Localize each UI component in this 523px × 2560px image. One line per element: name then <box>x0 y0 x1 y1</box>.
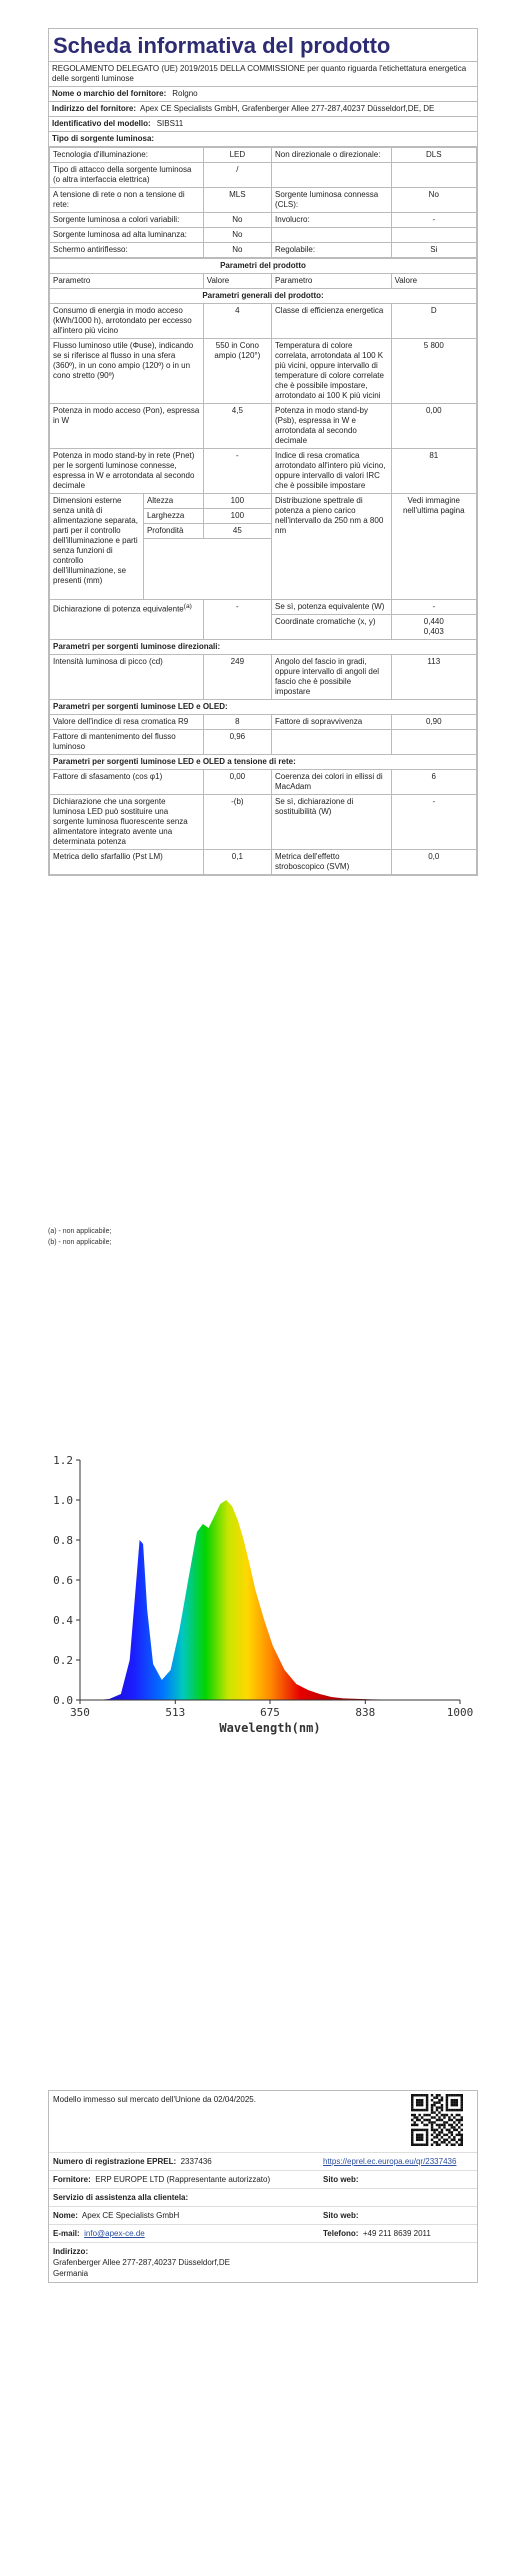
param-value: LED <box>203 148 271 163</box>
param-label: Temperatura di colore correlata, arrotondata al 100 K più vicini, oppure intervallo di temperature di colore correlate che è possibile impostare, arrotondato ai 100 K più vicini <box>272 339 392 404</box>
col-param-1: Parametro <box>50 274 204 289</box>
param-value: MLS <box>203 188 271 213</box>
service-heading: Servizio di assistenza alla clientela: <box>53 2193 189 2202</box>
param-value: 4 <box>203 304 271 339</box>
param-label: Valore dell'indice di resa cromatica R9 <box>50 715 204 730</box>
dim-value: 100 <box>203 509 271 524</box>
supplier-value: ERP EUROPE LTD (Rappresentante autorizzato) <box>95 2175 271 2184</box>
x-axis-label: Wavelength(nm) <box>219 1721 321 1735</box>
param-value: 5 800 <box>391 339 476 404</box>
param-label: Fattore di sopravvivenza <box>272 715 392 730</box>
param-value: 8 <box>203 715 271 730</box>
param-value: 0,0 <box>391 850 476 875</box>
param-value: - <box>391 213 476 228</box>
page-title: Scheda informativa del prodotto <box>49 29 477 62</box>
x-tick-label: 675 <box>260 1706 280 1719</box>
name-value: Apex CE Specialists GmbH <box>81 2211 180 2220</box>
param-label: Flusso luminoso utile (Φuse), indicando se si riferisce al flusso in una sfera (360º), in un cono ampio (120º) o in un cono stretto (90º) <box>50 339 204 404</box>
x-tick-label: 513 <box>165 1706 186 1719</box>
param-value: DLS <box>391 148 476 163</box>
chroma-y: 0,403 <box>423 627 444 636</box>
footnote-a: (a) - non applicabile; <box>48 1228 112 1235</box>
param-value: 0,00 <box>203 770 271 795</box>
param-value: No <box>203 228 271 243</box>
eprel-value: 2337436 <box>180 2157 212 2166</box>
chroma-label: Coordinate cromatiche (x, y) <box>272 615 392 640</box>
y-tick-label: 1.2 <box>53 1454 73 1467</box>
y-tick-label: 0.2 <box>53 1654 73 1667</box>
dim-label: Larghezza <box>143 509 203 524</box>
model-label: Identificativo del modello: <box>52 119 151 128</box>
param-value: No <box>203 243 271 258</box>
y-tick-label: 0.4 <box>53 1614 73 1627</box>
x-tick-label: 1000 <box>446 1706 474 1719</box>
param-label: Sorgente luminosa connessa (CLS): <box>272 188 392 213</box>
param-label <box>272 228 392 243</box>
param-label: Indice di resa cromatica arrotondato all'intero più vicino, oppure intervallo di valori IRC che è possibile impostare <box>272 449 392 494</box>
table-row <box>50 188 477 213</box>
email-link[interactable]: info@apex-ce.de <box>84 2229 145 2238</box>
param-label: Classe di efficienza energetica <box>272 304 392 339</box>
param-value: / <box>203 163 271 188</box>
footer-box <box>48 2090 478 2283</box>
equiv-w-label: Se sì, potenza equivalente (W) <box>272 600 392 615</box>
table-row <box>50 449 477 494</box>
param-value: 6 <box>391 770 476 795</box>
table-row <box>50 795 477 850</box>
param-value <box>391 228 476 243</box>
table-row <box>50 850 477 875</box>
param-value: No <box>391 188 476 213</box>
dim-value: 100 <box>203 494 271 509</box>
param-value: 81 <box>391 449 476 494</box>
phone-value: +49 211 8639 2011 <box>362 2229 431 2238</box>
address-value: Apex CE Specialists GmbH, Grafenberger Allee 277-287,40237 Düsseldorf,DE, DE <box>140 104 435 113</box>
dim-value: 45 <box>203 524 271 539</box>
param-value <box>391 730 476 755</box>
param-label: Regolabile: <box>272 243 392 258</box>
param-value: 0,00 <box>391 404 476 449</box>
param-label: Consumo di energia in modo acceso (kWh/1000 h), arrotondato per eccesso all'intero più vicino <box>50 304 204 339</box>
spectral-distribution-chart <box>40 1450 480 1750</box>
param-value: 0,90 <box>391 715 476 730</box>
col-value-2: Valore <box>391 274 476 289</box>
led-heading: Parametri per sorgenti luminose LED e OLED: <box>50 700 477 715</box>
param-label: Sorgente luminosa ad alta luminanza: <box>50 228 204 243</box>
table-row <box>50 213 477 228</box>
x-tick-label: 350 <box>70 1706 90 1719</box>
eprel-label: Numero di registrazione EPREL: <box>53 2157 177 2166</box>
market-text: Modello immesso sul mercato dell'Unione da 02/04/2025. <box>53 2095 256 2104</box>
spectrum-area <box>80 1500 460 1700</box>
model-value: SIBS11 <box>156 119 184 128</box>
dim-label: Profondità <box>143 524 203 539</box>
param-label: Involucro: <box>272 213 392 228</box>
table-row <box>50 770 477 795</box>
supplier-label: Fornitore: <box>53 2175 91 2184</box>
table-row <box>50 730 477 755</box>
beam-angle-value: 113 <box>391 655 476 700</box>
param-label: Metrica dello sfarfallio (Pst LM) <box>50 850 204 875</box>
regulation-text: REGOLAMENTO DELEGATO (UE) 2019/2015 DELLA COMMISSIONE per quanto riguarda l'etichettatura energetica delle sorgenti luminose <box>52 64 467 83</box>
y-tick-label: 0.6 <box>53 1574 73 1587</box>
peak-intensity-label: Intensità luminosa di picco (cd) <box>50 655 204 700</box>
product-params-table <box>49 258 477 875</box>
general-params-heading: Parametri generali del prodotto: <box>50 289 477 304</box>
col-value-1: Valore <box>203 274 271 289</box>
equiv-value: - <box>203 600 271 640</box>
table-row <box>50 148 477 163</box>
source-type-heading: Tipo di sorgente luminosa: <box>52 134 155 143</box>
param-label: Tipo di attacco della sorgente luminosa (o altra interfaccia elettrica) <box>50 163 204 188</box>
footnotes <box>48 1226 111 1248</box>
addr-line-2: Germania <box>53 2269 89 2278</box>
param-value: No <box>203 213 271 228</box>
y-tick-label: 0.0 <box>53 1694 73 1707</box>
param-label: Non direzionale o direzionale: <box>272 148 392 163</box>
param-value <box>391 163 476 188</box>
param-value: 0,96 <box>203 730 271 755</box>
param-value: - <box>391 795 476 850</box>
col-param-2: Parametro <box>272 274 392 289</box>
param-label: Potenza in modo acceso (Pon), espressa in W <box>50 404 204 449</box>
product-params-heading: Parametri del prodotto <box>50 259 477 274</box>
table-row <box>50 243 477 258</box>
param-label <box>272 730 392 755</box>
qr-code-icon[interactable] <box>411 2094 463 2146</box>
table-row <box>50 404 477 449</box>
eprel-link[interactable]: https://eprel.ec.europa.eu/qr/2337436 <box>323 2157 457 2166</box>
spectral-value: Vedi immagine nell'ultima pagina <box>391 494 476 600</box>
dimensions-label: Dimensioni esterne senza unità di alimentazione separata, parti per il controllo dell'illuminazione e parti senza funzioni di controllo dell'illuminazione, se presenti (mm) <box>50 494 144 600</box>
param-label: A tensione di rete o non a tensione di rete: <box>50 188 204 213</box>
x-tick-label: 838 <box>355 1706 376 1719</box>
chroma-x: 0,440 <box>423 617 444 626</box>
param-label: Coerenza dei colori in ellissi di MacAdam <box>272 770 392 795</box>
param-label: Fattore di sfasamento (cos φ1) <box>50 770 204 795</box>
mains-heading: Parametri per sorgenti luminose LED e OLED a tensione di rete: <box>50 755 477 770</box>
table-row <box>50 163 477 188</box>
equiv-w-value: - <box>391 600 476 615</box>
param-label: Se sì, dichiarazione di sostituibilità (W) <box>272 795 392 850</box>
name-label: Nome: <box>53 2211 78 2220</box>
equiv-footnote: (a) <box>183 603 192 610</box>
param-label <box>272 163 392 188</box>
directional-heading: Parametri per sorgenti luminose direzionali: <box>50 640 477 655</box>
param-value: 4,5 <box>203 404 271 449</box>
param-label: Dichiarazione che una sorgente luminosa LED può sostituire una sorgente luminosa fluorescente senza alimentatore integrato avente una determinata potenza <box>50 795 204 850</box>
param-value: 550 in Cono ampio (120°) <box>203 339 271 404</box>
equiv-label: Dichiarazione di potenza equivalente <box>53 604 184 614</box>
addr-label: Indirizzo: <box>53 2247 89 2256</box>
beam-angle-label: Angolo del fascio in gradi, oppure intervallo di angoli del fascio che è possibile impostare <box>272 655 392 700</box>
param-value: D <box>391 304 476 339</box>
table-row <box>50 339 477 404</box>
source-type-table <box>49 147 477 258</box>
param-label: Tecnologia d'illuminazione: <box>50 148 204 163</box>
spectral-label: Distribuzione spettrale di potenza a pieno carico nell'intervallo da 250 nm a 800 nm <box>272 494 392 600</box>
dim-label: Altezza <box>143 494 203 509</box>
param-value: 0,1 <box>203 850 271 875</box>
addr-line-1: Grafenberger Allee 277-287,40237 Düsseldorf,DE <box>53 2258 230 2267</box>
email-label: E-mail: <box>53 2229 80 2238</box>
brand-label: Nome o marchio del fornitore: <box>52 89 167 98</box>
y-tick-label: 0.8 <box>53 1534 73 1547</box>
brand-value: Rolgno <box>172 89 198 98</box>
table-row <box>50 228 477 243</box>
param-label: Metrica dell'effetto stroboscopico (SVM) <box>272 850 392 875</box>
table-row <box>50 715 477 730</box>
product-information-sheet <box>48 28 478 876</box>
peak-intensity-value: 249 <box>203 655 271 700</box>
y-tick-label: 1.0 <box>53 1494 73 1507</box>
table-row <box>50 304 477 339</box>
phone-label: Telefono: <box>323 2229 359 2238</box>
param-value: Si <box>391 243 476 258</box>
address-label: Indirizzo del fornitore: <box>52 104 136 113</box>
param-label: Fattore di mantenimento del flusso luminoso <box>50 730 204 755</box>
website-label: Sito web: <box>323 2175 359 2184</box>
website2-label: Sito web: <box>323 2211 359 2220</box>
param-value: - <box>203 449 271 494</box>
param-label: Sorgente luminosa a colori variabili: <box>50 213 204 228</box>
param-value: -(b) <box>203 795 271 850</box>
param-label: Potenza in modo stand-by (Psb), espressa in W e arrotondata al secondo decimale <box>272 404 392 449</box>
param-label: Schermo antiriflesso: <box>50 243 204 258</box>
param-label: Potenza in modo stand-by in rete (Pnet) per le sorgenti luminose connesse, espressa in W e arrotondata al secondo decimale <box>50 449 204 494</box>
footnote-b: (b) - non applicabile; <box>48 1239 112 1246</box>
